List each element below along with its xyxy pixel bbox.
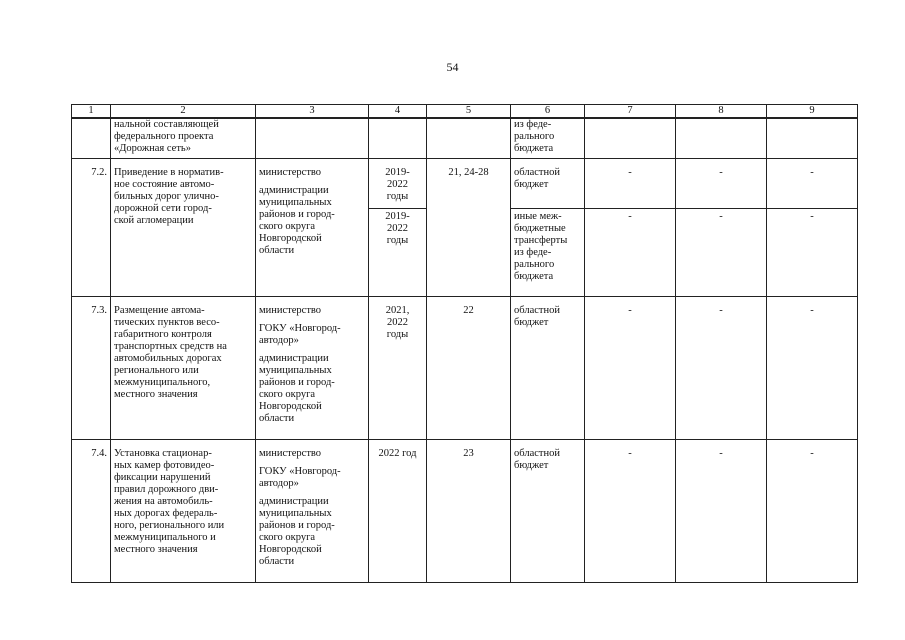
value-col-8: - xyxy=(676,158,767,208)
executor: министерство администрации муниципальных районов и город- ского округа Новгородской области xyxy=(256,158,369,296)
funding-source: из феде- рального бюджета xyxy=(511,118,585,158)
value-col-9: - xyxy=(767,158,858,208)
value-col-8: - xyxy=(676,296,767,439)
target-indicators: 21, 24-28 xyxy=(427,158,511,296)
header-cell: 8 xyxy=(676,105,767,119)
table-row-7-4 xyxy=(72,439,858,582)
funding-source: иные меж- бюджетные трансферты из феде- рального бюджета xyxy=(511,208,585,296)
row-number: 7.3. xyxy=(72,296,111,439)
value-col-7: - xyxy=(585,296,676,439)
executor: министерство ГОКУ «Новгород- автодор» администрации муниципальных районов и город- ского округа Новгородской области xyxy=(256,439,369,582)
table-row-continuation xyxy=(72,118,858,158)
header-cell: 5 xyxy=(427,105,511,119)
activity-name: Установка стационар- ных камер фотовидео- фиксации нарушений правил дорожного дви- жения на автомобиль- ных дорогах федераль- ного, регионального или межмуниципального и местного значения xyxy=(111,439,256,582)
header-cell: 3 xyxy=(256,105,369,119)
activity-name: Приведение в норматив- ное состояние автомо- бильных дорог улично- дорожной сети город- ской агломерации xyxy=(111,158,256,296)
target-indicators: 22 xyxy=(427,296,511,439)
value-col-9: - xyxy=(767,296,858,439)
header-cell: 1 xyxy=(72,105,111,119)
implementation-years: 2019- 2022 годы xyxy=(369,158,427,208)
row-number: 7.2. xyxy=(72,158,111,296)
program-table xyxy=(71,104,858,583)
funding-source: областной бюджет xyxy=(511,296,585,439)
value-col-7: - xyxy=(585,439,676,582)
implementation-years: 2021, 2022 годы xyxy=(369,296,427,439)
table-row-7-2 xyxy=(72,158,858,208)
activity-name: Размещение автома- тических пунктов весо- габаритного контроля транспортных средств на автомобильных дорогах регионального или межмуниципального, местного значения xyxy=(111,296,256,439)
value-col-8: - xyxy=(676,439,767,582)
header-cell: 7 xyxy=(585,105,676,119)
activity-name: нальной составляющей федерального проекта «Дорожная сеть» xyxy=(111,118,256,158)
value-col-7: - xyxy=(585,158,676,208)
implementation-years: 2022 год xyxy=(369,439,427,582)
header-row xyxy=(72,105,858,119)
implementation-years: 2019- 2022 годы xyxy=(369,208,427,296)
header-cell: 4 xyxy=(369,105,427,119)
header-cell: 9 xyxy=(767,105,858,119)
value-col-8: - xyxy=(676,208,767,296)
header-cell: 6 xyxy=(511,105,585,119)
page-number: 54 xyxy=(446,60,459,74)
value-col-9: - xyxy=(767,439,858,582)
row-number: 7.4. xyxy=(72,439,111,582)
target-indicators: 23 xyxy=(427,439,511,582)
funding-source: областной бюджет xyxy=(511,158,585,208)
funding-source: областной бюджет xyxy=(511,439,585,582)
header-cell: 2 xyxy=(111,105,256,119)
value-col-7: - xyxy=(585,208,676,296)
executor: министерство ГОКУ «Новгород- автодор» администрации муниципальных районов и город- ского округа Новгородской области xyxy=(256,296,369,439)
value-col-9: - xyxy=(767,208,858,296)
table-row-7-3 xyxy=(72,296,858,439)
